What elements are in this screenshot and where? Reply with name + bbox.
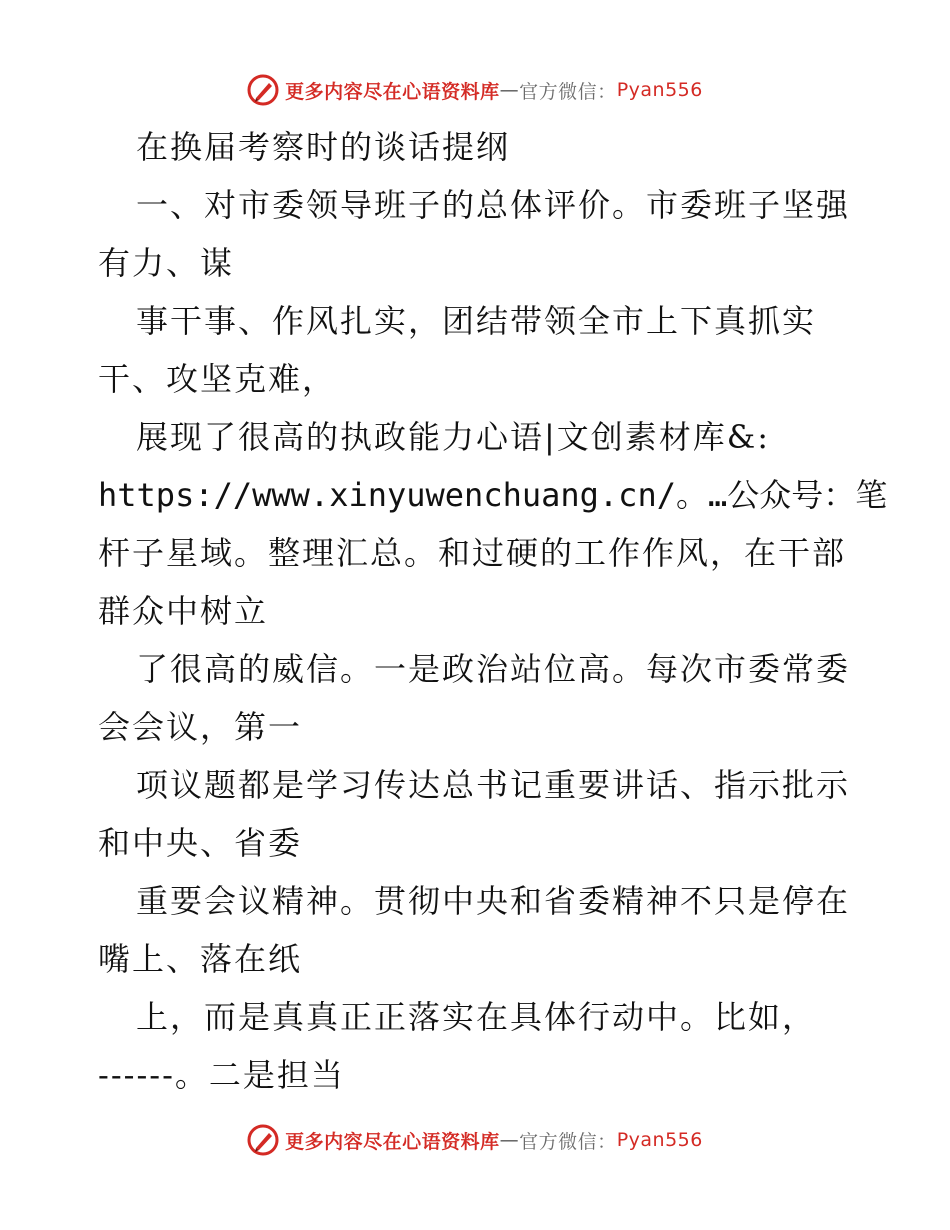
paragraph-line: 一、对市委领导班子的总体评价。市委班子坚强 bbox=[136, 186, 851, 224]
paragraph-line: https://www.xinyuwenchuang.cn/。…公众号：笔 bbox=[98, 476, 888, 514]
paragraph-line: 事干事、作风扎实，团结带领全市上下真抓实 bbox=[136, 302, 817, 340]
footer-banner bbox=[0, 1120, 950, 1160]
pen-logo-icon bbox=[247, 1124, 279, 1156]
footer-banner-separator: — bbox=[499, 1129, 520, 1151]
paragraph-line: 和中央、省委 bbox=[98, 824, 303, 862]
paragraph-line: 群众中树立 bbox=[98, 592, 269, 630]
banner-separator: — bbox=[499, 79, 520, 101]
paragraph-line: 项议题都是学习传达总书记重要讲话、指示批示 bbox=[136, 766, 851, 804]
paragraph-line: 杆子星域。整理汇总。和过硬的工作作风，在干部 bbox=[98, 534, 847, 572]
footer-banner-title: 更多内容尽在心语资料库 bbox=[285, 1130, 500, 1153]
document-title: 在换届考察时的谈话提纲 bbox=[136, 128, 511, 166]
pen-logo-icon bbox=[247, 74, 279, 106]
footer-banner-wechat-label: 官方微信： bbox=[519, 1130, 617, 1153]
header-banner bbox=[0, 70, 950, 110]
paragraph-line: 嘴上、落在纸 bbox=[98, 940, 303, 978]
paragraph-line: 展现了很高的执政能力心语|文创素材库&: bbox=[136, 418, 771, 456]
paragraph-line: 有力、谋 bbox=[98, 244, 235, 282]
paragraph-line: ------。二是担当 bbox=[98, 1056, 345, 1094]
paragraph-line: 会会议，第一 bbox=[98, 708, 303, 746]
banner-wechat-id: Pyan556 bbox=[616, 79, 703, 101]
footer-banner-wechat-id: Pyan556 bbox=[616, 1129, 703, 1151]
banner-title: 更多内容尽在心语资料库 bbox=[285, 80, 500, 103]
paragraph-line: 干、攻坚克难， bbox=[98, 360, 337, 398]
document-body bbox=[98, 118, 888, 1104]
paragraph-line: 重要会议精神。贯彻中央和省委精神不只是停在 bbox=[136, 882, 851, 920]
paragraph-line: 了很高的威信。一是政治站位高。每次市委常委 bbox=[136, 650, 851, 688]
paragraph-line: 上，而是真真正正落实在具体行动中。比如， bbox=[136, 998, 817, 1036]
banner-wechat-label: 官方微信： bbox=[519, 80, 617, 103]
